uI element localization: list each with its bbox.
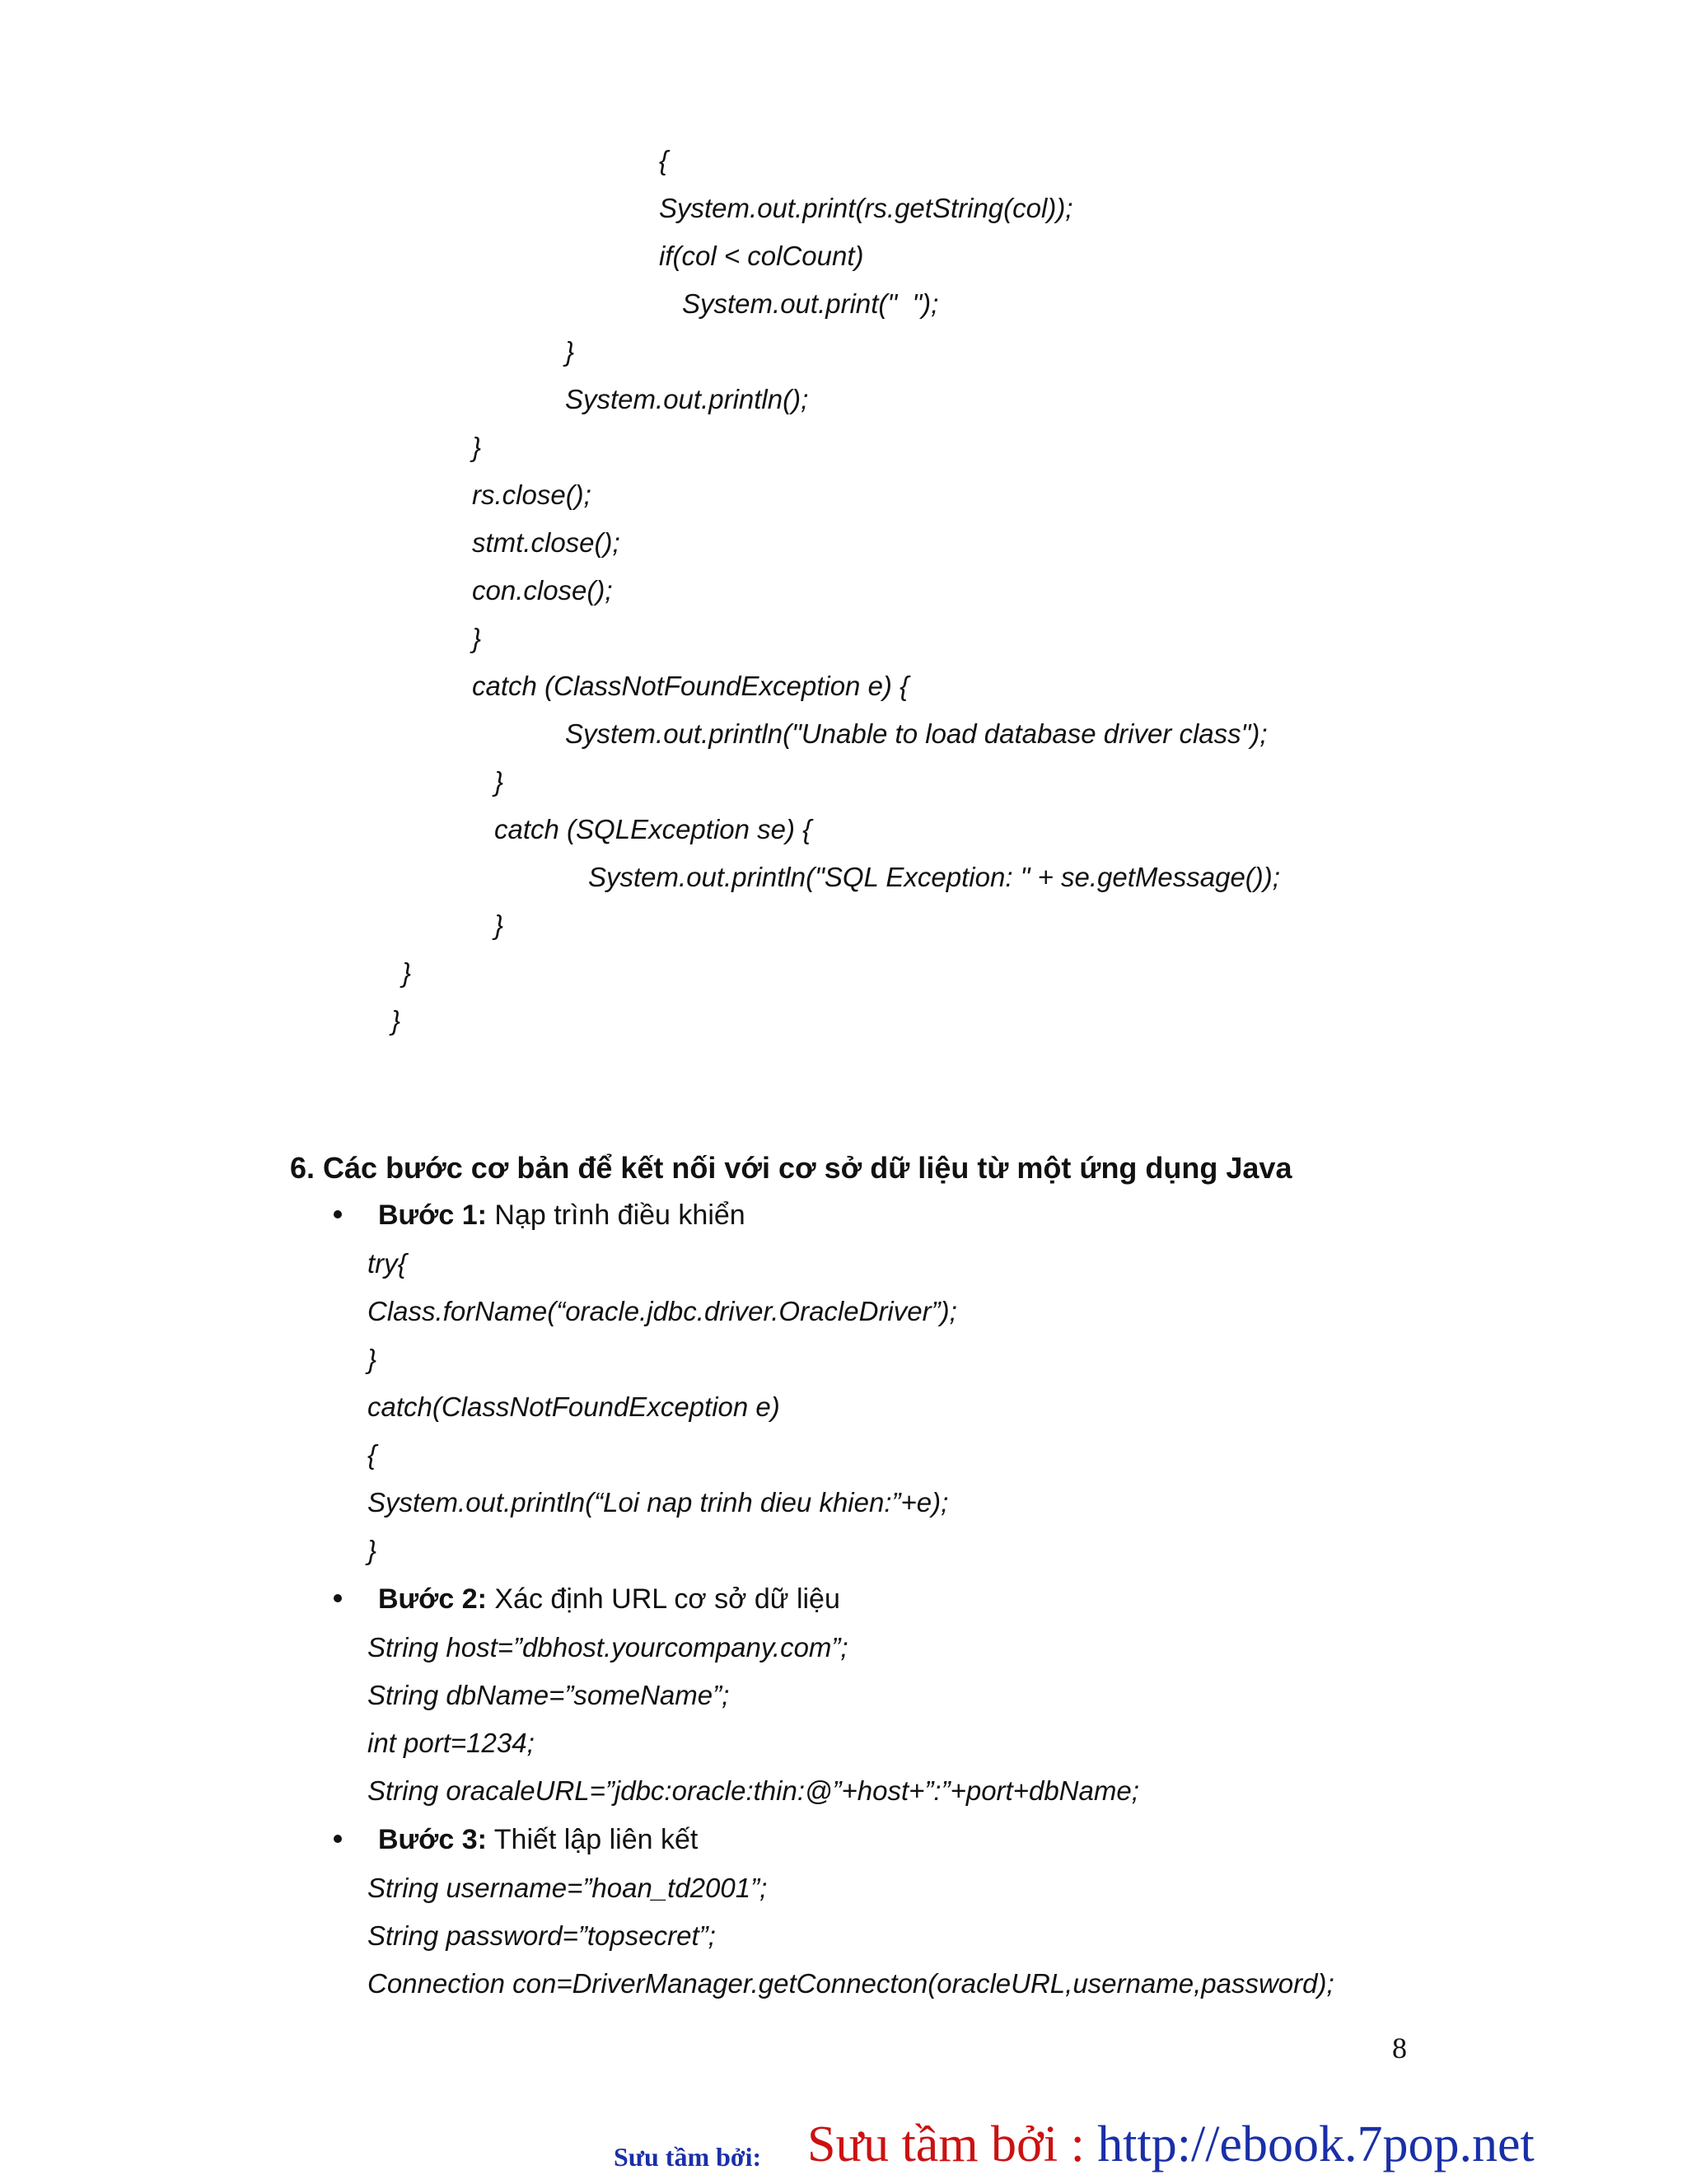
bullet-dot-icon	[334, 1210, 342, 1218]
code-line: }	[367, 1535, 377, 1565]
code-line: }	[472, 432, 482, 462]
code-line: stmt.close();	[472, 527, 620, 558]
code-line: System.out.println(“Loi nap trinh dieu khien:”+e);	[367, 1487, 949, 1518]
step-1-bullet	[334, 1198, 745, 1232]
code-line: System.out.println("SQL Exception: " + se.getMessage());	[588, 862, 1280, 892]
code-line: String dbName=”someName”;	[367, 1680, 730, 1710]
code-line: catch(ClassNotFoundException e)	[367, 1391, 780, 1422]
code-line: catch (ClassNotFoundException e) {	[472, 671, 909, 701]
code-line: con.close();	[472, 575, 613, 606]
step-label: Bước 3:	[378, 1824, 487, 1855]
step-label: Bước 2:	[378, 1583, 487, 1615]
code-line: String username=”hoan_td2001”;	[367, 1873, 768, 1903]
section-heading: 6. Các bước cơ bản để kết nối với cơ sở dữ liệu từ một ứng dụng Java	[290, 1151, 1292, 1185]
code-line: }	[494, 910, 504, 940]
code-line: String oracaleURL=”jdbc:oracle:thin:@”+host+”:”+port+dbName;	[367, 1775, 1139, 1806]
code-line: catch (SQLException se) {	[494, 814, 812, 844]
code-line: }	[367, 1344, 377, 1374]
code-line: }	[565, 336, 575, 367]
code-line: System.out.print(rs.getString(col));	[659, 193, 1073, 223]
code-line: {	[659, 145, 669, 175]
code-line: System.out.print(" ");	[682, 288, 939, 319]
step-text: Xác định URL cơ sở dữ liệu	[486, 1583, 840, 1615]
footer-credit-url[interactable]: http://ebook.7pop.net	[1097, 2116, 1535, 2172]
code-line: String password=”topsecret”;	[367, 1920, 716, 1951]
step-text: Nạp trình điều khiển	[486, 1200, 745, 1231]
code-line: System.out.println("Unable to load database driver class");	[565, 718, 1268, 749]
footer-credit-banner	[807, 2116, 1535, 2173]
code-line: }	[391, 1005, 401, 1036]
code-line: if(col < colCount)	[659, 241, 864, 271]
step-label: Bước 1:	[378, 1200, 487, 1231]
step-text: Thiết lập liên kết	[486, 1824, 699, 1855]
footer-credit-prefix: Sưu tầm bởi :	[807, 2116, 1098, 2172]
page-number: 8	[1392, 2032, 1407, 2065]
code-line: }	[472, 623, 482, 653]
bullet-dot-icon	[334, 1594, 342, 1602]
code-line: int port=1234;	[367, 1728, 535, 1758]
step-2-bullet	[334, 1582, 840, 1616]
code-line: Class.forName(“oracle.jdbc.driver.OracleDriver”);	[367, 1296, 957, 1326]
code-line: try{	[367, 1248, 407, 1279]
code-line: System.out.println();	[565, 384, 809, 414]
code-line: }	[402, 957, 412, 988]
footer-credit-label: Sưu tầm bởi:	[614, 2142, 762, 2172]
code-line: Connection con=DriverManager.getConnecton(oracleURL,username,password);	[367, 1968, 1334, 1999]
code-line: String host=”dbhost.yourcompany.com”;	[367, 1632, 848, 1663]
code-line: {	[367, 1439, 377, 1470]
code-line: }	[494, 766, 504, 797]
code-line: rs.close();	[472, 479, 591, 510]
step-3-bullet	[334, 1822, 698, 1857]
bullet-dot-icon	[334, 1835, 342, 1843]
